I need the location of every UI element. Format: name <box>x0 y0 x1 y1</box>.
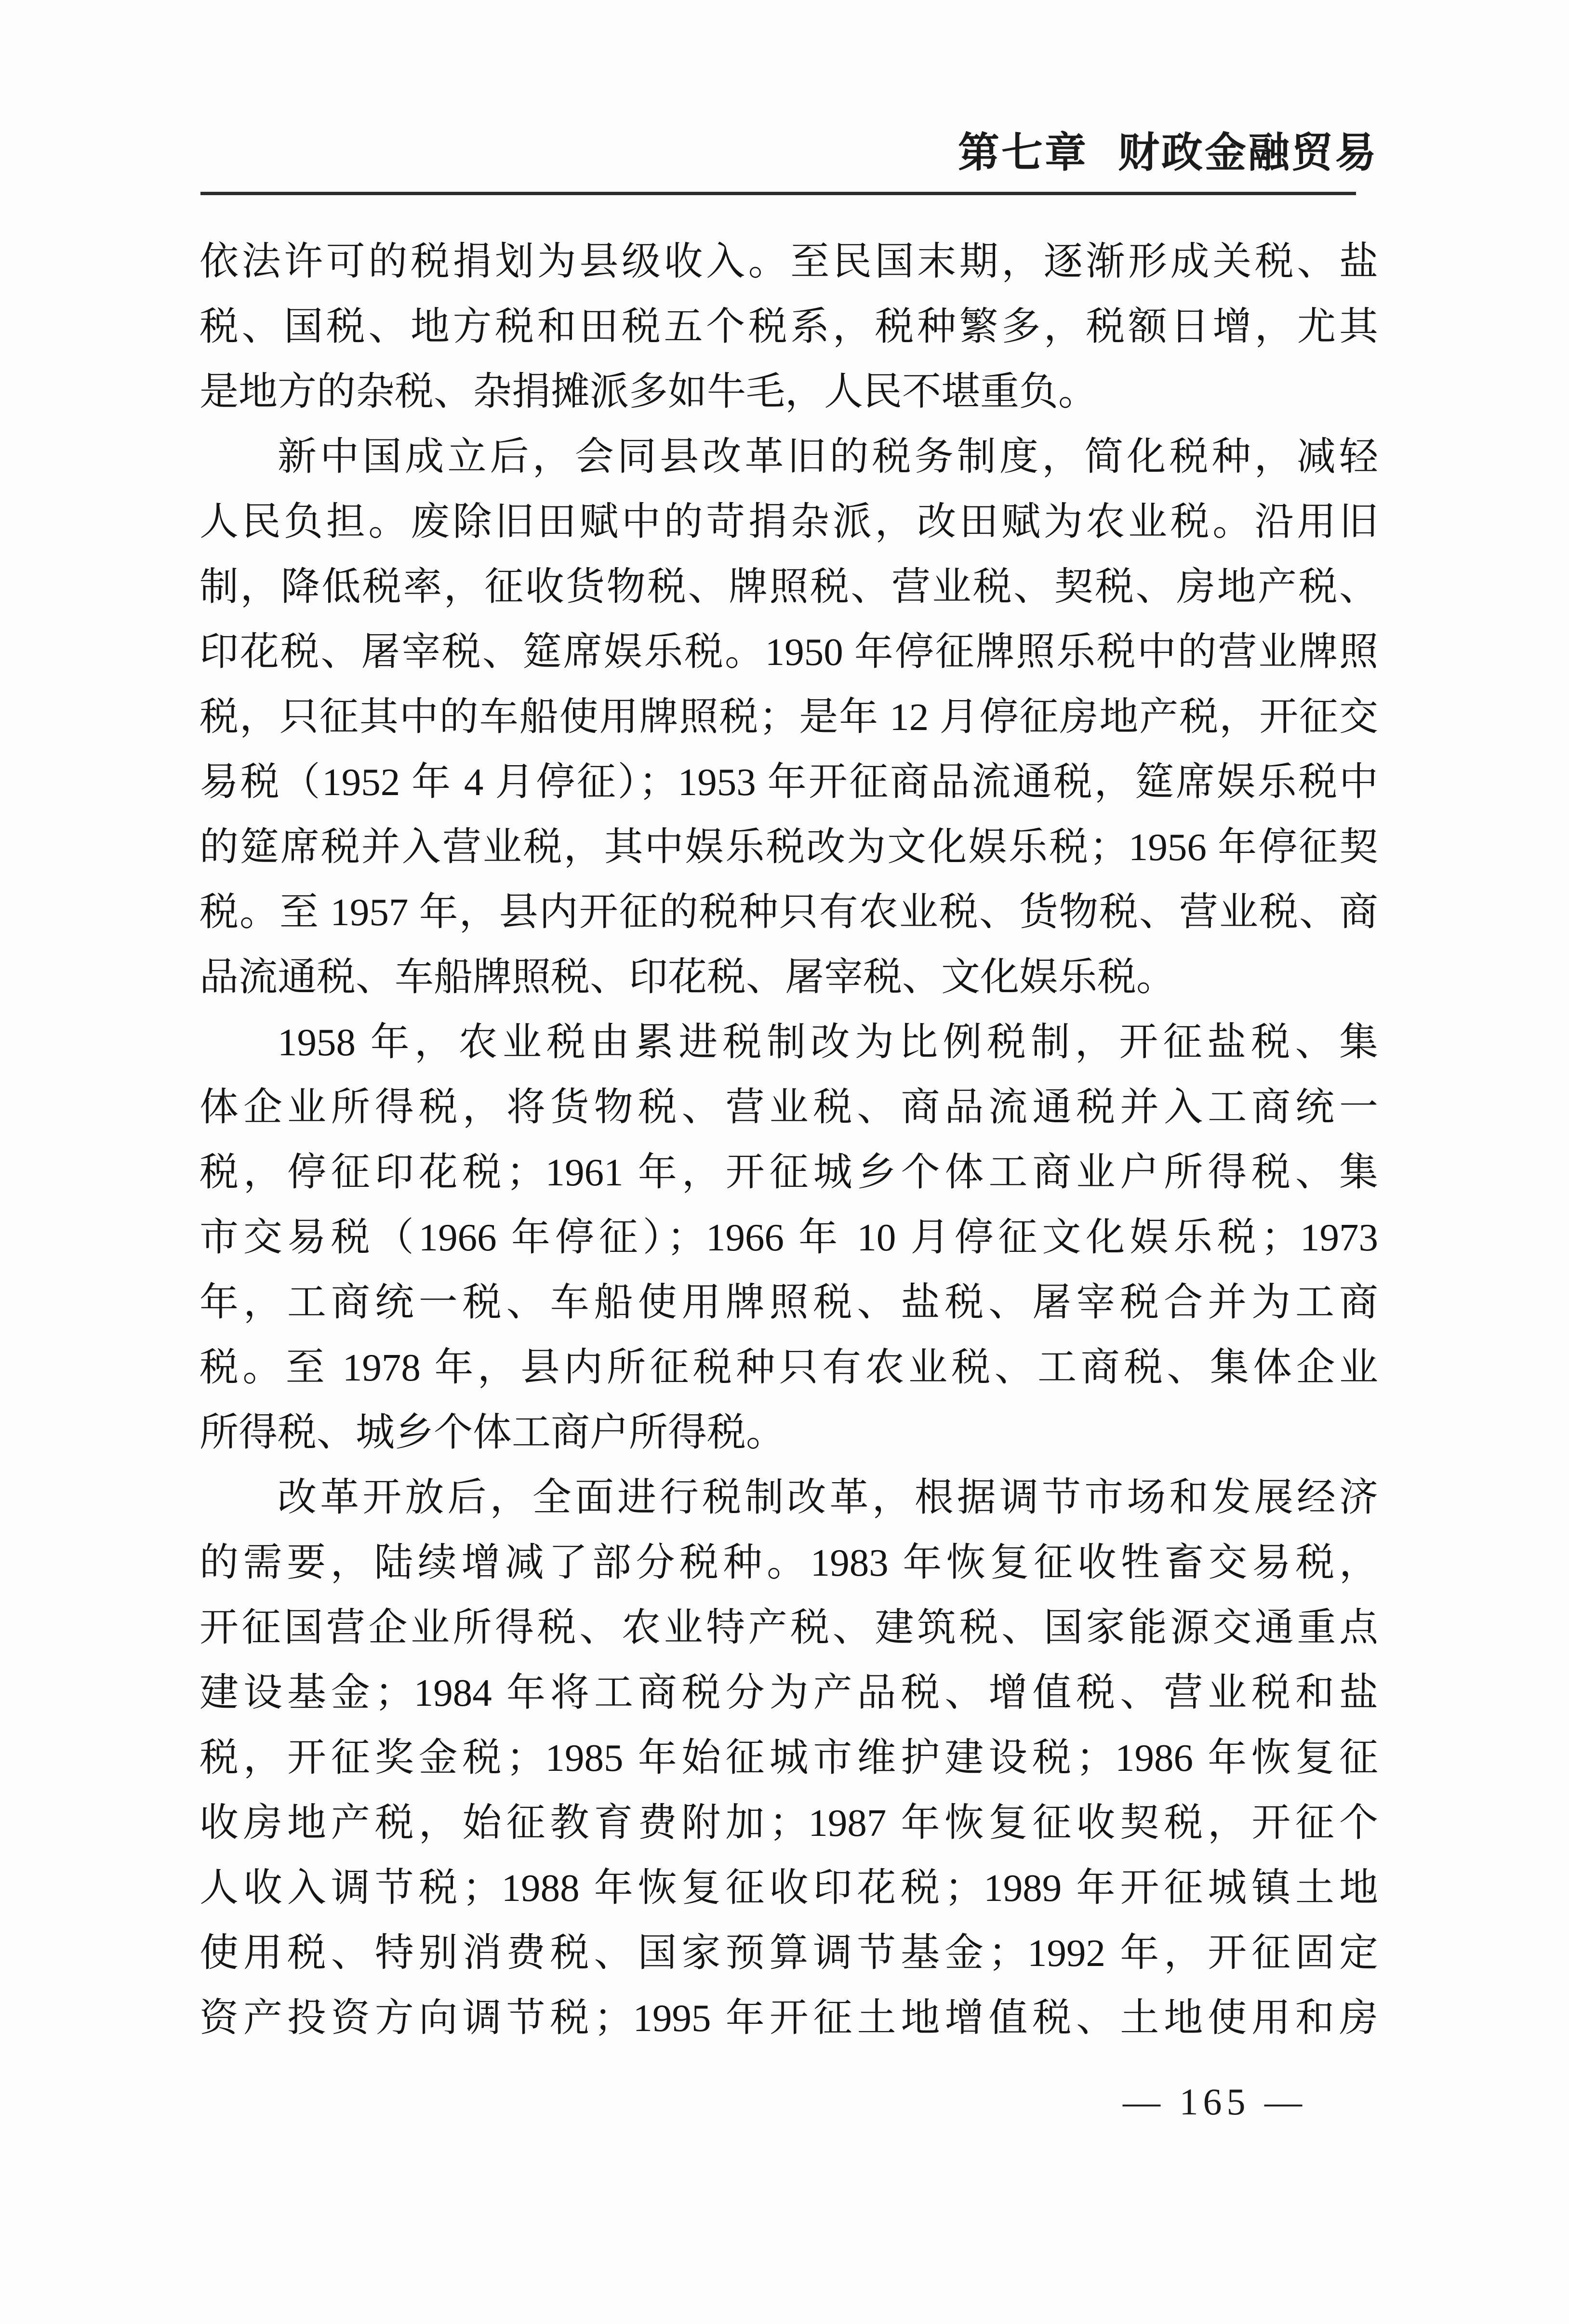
text-line: 税，开征奖金税；1985 年始征城市维护建设税；1986 年恢复征 <box>199 1736 1378 1780</box>
text-line: 市交易税（1966 年停征）；1966 年 10 月停征文化娱乐税；1973 <box>199 1216 1378 1259</box>
text-line: 人收入调节税；1988 年恢复征收印花税；1989 年开征城镇土地 <box>199 1866 1378 1910</box>
text-line: 的筵席税并入营业税，其中娱乐税改为文化娱乐税；1956 年停征契 <box>199 825 1378 869</box>
text-line: 易税（1952 年 4 月停征）；1953 年开征商品流通税，筵席娱乐税中 <box>199 760 1378 804</box>
paragraph <box>199 425 1378 1010</box>
paragraph <box>199 1465 1378 2051</box>
text-line: 品流通税、车船牌照税、印花税、屠宰税、文化娱乐税。 <box>199 956 1176 999</box>
text-line: 资产投资方向调节税；1995 年开征土地增值税、土地使用和房 <box>199 1996 1378 2040</box>
text-line: 新中国成立后，会同县改革旧的税务制度，简化税种，减轻 <box>278 435 1378 478</box>
text-line: 税。至 1978 年，县内所征税种只有农业税、工商税、集体企业 <box>199 1346 1378 1389</box>
paragraph <box>199 229 1378 425</box>
chapter-title: 财政金融贸易 <box>1118 130 1378 176</box>
text-line: 1958 年，农业税由累进税制改为比例税制，开征盐税、集 <box>278 1021 1378 1064</box>
body-text <box>199 229 1378 2051</box>
text-line: 开征国营企业所得税、农业特产税、建筑税、国家能源交通重点 <box>199 1606 1378 1649</box>
text-line: 所得税、城乡个体工商户所得税。 <box>199 1411 785 1454</box>
text-line: 建设基金；1984 年将工商税分为产品税、增值税、营业税和盐 <box>199 1671 1378 1714</box>
text-line: 税，只征其中的车船使用牌照税；是年 12 月停征房地产税，开征交 <box>199 695 1378 739</box>
text-line: 改革开放后，全面进行税制改革，根据调节市场和发展经济 <box>278 1476 1378 1519</box>
chapter-label: 第七章 <box>958 130 1088 176</box>
text-line: 年，工商统一税、车船使用牌照税、盐税、屠宰税合并为工商 <box>199 1281 1378 1324</box>
page-header <box>958 129 1378 177</box>
text-line: 人民负担。废除旧田赋中的苛捐杂派，改田赋为农业税。沿用旧 <box>199 500 1378 544</box>
text-line: 税、国税、地方税和田税五个税系，税种繁多，税额日增，尤其 <box>199 305 1378 348</box>
header-rule <box>200 192 1356 195</box>
text-line: 是地方的杂税、杂捐摊派多如牛毛，人民不堪重负。 <box>199 370 1098 413</box>
page-number: — 165 — <box>1123 2081 1307 2123</box>
text-line: 的需要，陆续增减了部分税种。1983 年恢复征收牲畜交易税， <box>199 1541 1378 1584</box>
text-line: 税。至 1957 年，县内开征的税种只有农业税、货物税、营业税、商 <box>199 890 1378 934</box>
text-line: 使用税、特别消费税、国家预算调节基金；1992 年，开征固定 <box>199 1931 1378 1975</box>
text-line: 体企业所得税，将货物税、营业税、商品流通税并入工商统一 <box>199 1086 1378 1129</box>
text-line: 依法许可的税捐划为县级收入。至民国末期，逐渐形成关税、盐 <box>199 240 1378 283</box>
text-line: 印花税、屠宰税、筵席娱乐税。1950 年停征牌照乐税中的营业牌照 <box>199 630 1378 674</box>
text-line: 制，降低税率，征收货物税、牌照税、营业税、契税、房地产税、 <box>199 565 1378 609</box>
text-line: 税，停征印花税；1961 年，开征城乡个体工商业户所得税、集 <box>199 1151 1378 1194</box>
paragraph <box>199 1010 1378 1465</box>
text-line: 收房地产税，始征教育费附加；1987 年恢复征收契税，开征个 <box>199 1801 1378 1845</box>
